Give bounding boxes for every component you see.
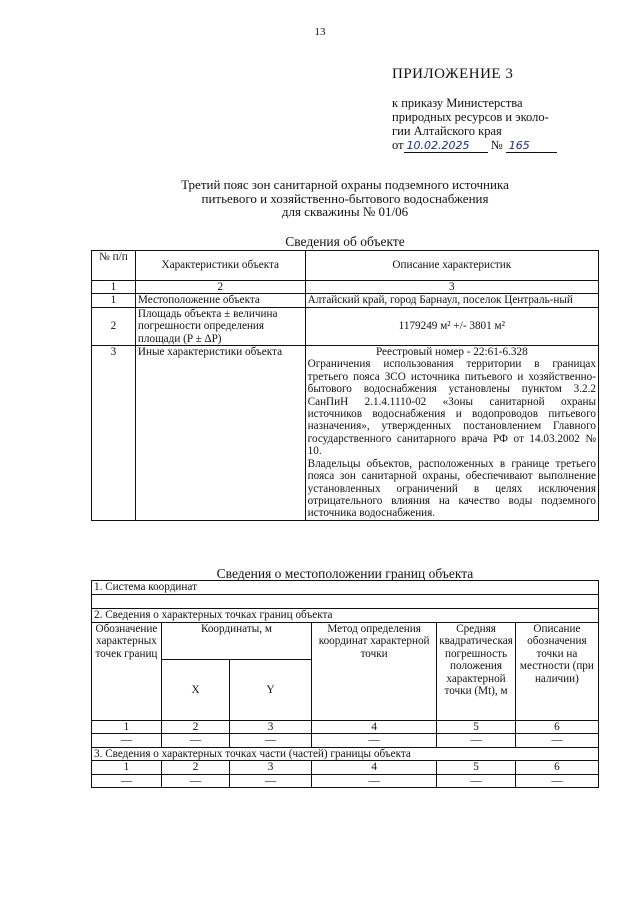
row-number: 3 bbox=[92, 346, 136, 521]
owners-paragraph: Владельцы объектов, расположенных в границе третьего пояса зон санитарной охраны, обеспечивают выполнение установленных ограничений в целях исключения отрицательного влияния на качество воды подземного источника водоснабжения. bbox=[307, 457, 596, 520]
boundary-points-row: 2. Сведения о характерных точках границ объекта bbox=[92, 609, 599, 623]
dash-cell: — bbox=[92, 774, 162, 787]
row-number: 1 bbox=[92, 294, 136, 307]
index-cell: 4 bbox=[312, 721, 437, 734]
index-cell: 4 bbox=[312, 761, 437, 774]
row-description: Алтайский край, город Барнаул, поселок Централь-ный bbox=[305, 294, 598, 307]
number-prefix: № bbox=[490, 138, 503, 152]
number-handwritten: 165 bbox=[506, 139, 557, 153]
index-cell: 6 bbox=[515, 721, 598, 734]
appendix-reference bbox=[392, 96, 592, 138]
header-point-description: Описание обозначения точки на местности (при наличии) bbox=[515, 623, 598, 721]
index-cell: 5 bbox=[437, 721, 516, 734]
index-cell: 2 bbox=[161, 721, 229, 734]
row-name: Местоположение объекта bbox=[135, 294, 305, 307]
appendix-line: к приказу Министерства bbox=[392, 96, 523, 110]
header-point-label: Обозначение характерных точек границ bbox=[92, 623, 162, 721]
index-cell: 3 bbox=[230, 721, 312, 734]
row-description bbox=[305, 346, 598, 521]
object-table bbox=[91, 250, 599, 521]
header-coordinates: Координаты, м bbox=[161, 623, 311, 660]
index-cell: 2 bbox=[135, 281, 305, 294]
blank-row bbox=[92, 595, 599, 609]
boundary-part-points-row: 3. Сведения о характерных точках части (частей) границы объекта bbox=[92, 747, 599, 760]
appendix-line: гии Алтайского края bbox=[392, 124, 502, 138]
title-line: Третий пояс зон санитарной охраны подземного источника bbox=[181, 177, 509, 192]
coordinate-system-row: 1. Система координат bbox=[92, 581, 599, 595]
dash-cell: — bbox=[515, 734, 598, 747]
appendix-line: природных ресурсов и эколо- bbox=[392, 110, 549, 124]
dash-cell: — bbox=[312, 734, 437, 747]
header-description: Описание характеристик bbox=[305, 251, 598, 281]
index-cell: 1 bbox=[92, 761, 162, 774]
page-number: 13 bbox=[314, 26, 326, 38]
index-cell: 2 bbox=[161, 761, 229, 774]
location-table bbox=[91, 580, 599, 788]
title-line: для скважины № 01/06 bbox=[281, 204, 409, 219]
row-name: Площадь объекта ± величина погрешности определения площади (P ± ΔP) bbox=[135, 307, 305, 345]
index-cell: 6 bbox=[515, 761, 598, 774]
dash-cell: — bbox=[230, 774, 312, 787]
document-title bbox=[150, 178, 540, 219]
header-number: № п/п bbox=[92, 251, 136, 281]
row-name: Иные характеристики объекта bbox=[135, 346, 305, 521]
dash-cell: — bbox=[161, 734, 229, 747]
appendix-title: ПРИЛОЖЕНИЕ 3 bbox=[392, 66, 514, 82]
index-cell: 3 bbox=[230, 761, 312, 774]
object-section-heading: Сведения об объекте bbox=[285, 234, 405, 249]
location-section-heading: Сведения о местоположении границ объекта bbox=[216, 566, 474, 581]
header-method: Метод определения координат характерной точки bbox=[312, 623, 437, 721]
row-number: 2 bbox=[92, 307, 136, 345]
dash-cell: — bbox=[161, 774, 229, 787]
index-cell: 5 bbox=[437, 761, 516, 774]
dash-cell: — bbox=[437, 774, 516, 787]
restrictions-paragraph: Ограничения использования территории в границах третьего пояса ЗСО источника питьевого и хозяйственно-бытового водоснабжения установлены пунктом 3.2.2 СанПиН 2.1.4.1110-02 «Зоны санитарной охраны источников водоснабжения и водопроводов питьевого назначения», утвержденных постановлением Главного государственного санитарного врача РФ от 14.03.2002 № 10. bbox=[307, 358, 596, 458]
dash-cell: — bbox=[437, 734, 516, 747]
dash-cell: — bbox=[92, 734, 162, 747]
date-prefix: от bbox=[392, 138, 404, 152]
row-description: 1179249 м² +/- 3801 м² bbox=[305, 307, 598, 345]
header-error: Средняя квадратическая погрешность положения характерной точки (Mt), м bbox=[437, 623, 516, 721]
header-y: Y bbox=[230, 660, 312, 721]
title-line: питьевого и хозяйственно-бытового водоснабжения bbox=[201, 190, 489, 206]
appendix-date-line bbox=[392, 138, 582, 153]
date-handwritten: 10.02.2025 bbox=[404, 139, 488, 153]
dash-cell: — bbox=[312, 774, 437, 787]
index-cell: 3 bbox=[305, 281, 598, 294]
header-x: X bbox=[161, 660, 229, 721]
index-cell: 1 bbox=[92, 721, 162, 734]
dash-cell: — bbox=[515, 774, 598, 787]
registry-number: Реестровый номер - 22:61-6.328 bbox=[375, 346, 528, 359]
index-cell: 1 bbox=[92, 281, 136, 294]
header-characteristics: Характеристики объекта bbox=[135, 251, 305, 281]
dash-cell: — bbox=[230, 734, 312, 747]
